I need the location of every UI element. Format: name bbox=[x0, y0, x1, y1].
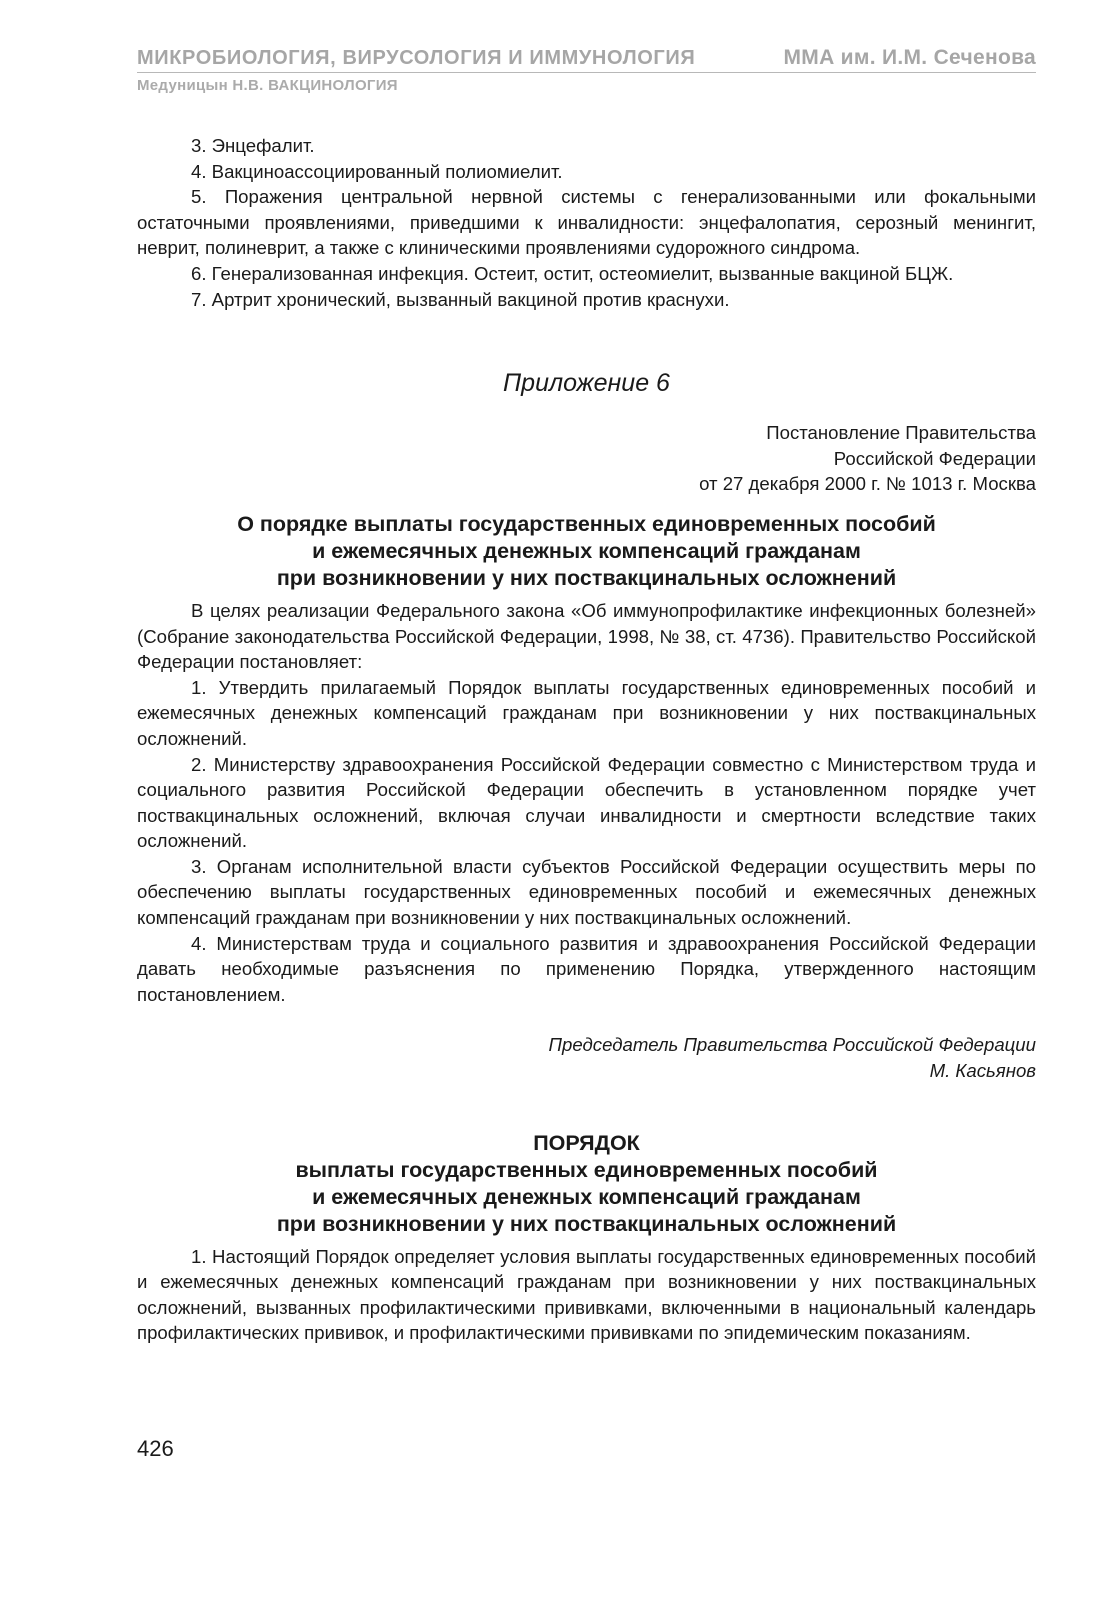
decree-title-line: и ежемесячных денежных компенсаций гражданам bbox=[312, 538, 861, 563]
decree-title-line: О порядке выплаты государственных единовременных пособий bbox=[237, 511, 936, 536]
list-item: 7. Артрит хронический, вызванный вакциной против краснухи. bbox=[191, 288, 730, 310]
decree-paragraph: 2. Министерству здравоохранения Российской Федерации совместно с Министерством труда и социального развития Российской Федерации обеспечить в установленном порядке учет поствакцинальных осложнений, включая случаи инвалидности и смертности вследствие таких осложнений. bbox=[137, 753, 1036, 852]
header-row bbox=[137, 46, 1036, 73]
decree-title bbox=[137, 511, 1036, 592]
signature-block bbox=[137, 1032, 1036, 1083]
decree-paragraph: 4. Министерствам труда и социального развития и здравоохранения Российской Федерации давать необходимые разъяснения по применению Порядка, утвержденного настоящим постановлением. bbox=[137, 932, 1036, 1005]
order-title-line: ПОРЯДОК bbox=[533, 1130, 640, 1155]
signatory-name: М. Касьянов bbox=[929, 1060, 1036, 1082]
book-section-title: МИКРОБИОЛОГИЯ, ВИРУСОЛОГИЯ И ИММУНОЛОГИЯ bbox=[137, 47, 696, 69]
institution-name: ММА им. И.М. Сеченова bbox=[783, 46, 1036, 69]
list-item: 4. Вакциноассоциированный полиомиелит. bbox=[191, 160, 563, 182]
author-book-title: Медуницын Н.В. ВАКЦИНОЛОГИЯ bbox=[137, 77, 398, 94]
order-title bbox=[137, 1130, 1036, 1238]
order-title-line: и ежемесячных денежных компенсаций гражданам bbox=[312, 1184, 861, 1209]
page-number: 426 bbox=[137, 1436, 174, 1461]
decree-paragraph: 1. Утвердить прилагаемый Порядок выплаты государственных единовременных пособий и ежемесячных денежных компенсаций гражданам при возникновении у них поствакцинальных осложнений. bbox=[137, 676, 1036, 749]
decree-line: от 27 декабря 2000 г. № 1013 г. Москва bbox=[699, 473, 1036, 495]
running-header bbox=[137, 46, 1036, 94]
decree-paragraph: В целях реализации Федерального закона «Об иммунопрофилактике инфекционных болезней» (Собрание законодательства Российской Федерации, 1998, № 38, ст. 4736). Правительство Российской Федерации постановляет: bbox=[137, 599, 1036, 673]
decree-line: Постановление Правительства bbox=[766, 422, 1036, 444]
order-paragraph: 1. Настоящий Порядок определяет условия выплаты государственных единовременных пособий и ежемесячных денежных компенсаций гражданам при возникновении у них поствакцинальных осложнений, вызванных профилактическими прививками, включенными в национальный календарь профилактических прививок, и профилактическими прививками по эпидемическим показаниям. bbox=[137, 1245, 1036, 1344]
decree-title-line: при возникновении у них поствакцинальных осложнений bbox=[276, 565, 897, 590]
decree-paragraph: 3. Органам исполнительной власти субъектов Российской Федерации осуществить меры по обеспечению выплаты государственных единовременных пособий и ежемесячных денежных компенсаций гражданам при возникновении у них поствакцинальных осложнений. bbox=[137, 855, 1036, 929]
page-content bbox=[137, 133, 1036, 1346]
list-item: 5. Поражения центральной нервной системы с генерализованными или фокальными остаточными проявлениями, приведшими к инвалидности: энцефалопатия, серозный менингит, неврит, полиневрит, а также с клиническими проявлениями судорожного синдрома. bbox=[137, 186, 1036, 259]
list-item: 3. Энцефалит. bbox=[191, 135, 315, 156]
decree-line: Российской Федерации bbox=[833, 447, 1036, 469]
appendix-title: Приложение 6 bbox=[503, 369, 670, 398]
order-title-line: при возникновении у них поствакцинальных осложнений bbox=[276, 1211, 897, 1236]
signatory-position: Председатель Правительства Российской Федерации bbox=[548, 1034, 1036, 1056]
order-title-line: выплаты государственных единовременных пособий bbox=[295, 1157, 878, 1182]
list-item: 6. Генерализованная инфекция. Остеит, остит, остеомиелит, вызванные вакциной БЦЖ. bbox=[191, 262, 954, 284]
